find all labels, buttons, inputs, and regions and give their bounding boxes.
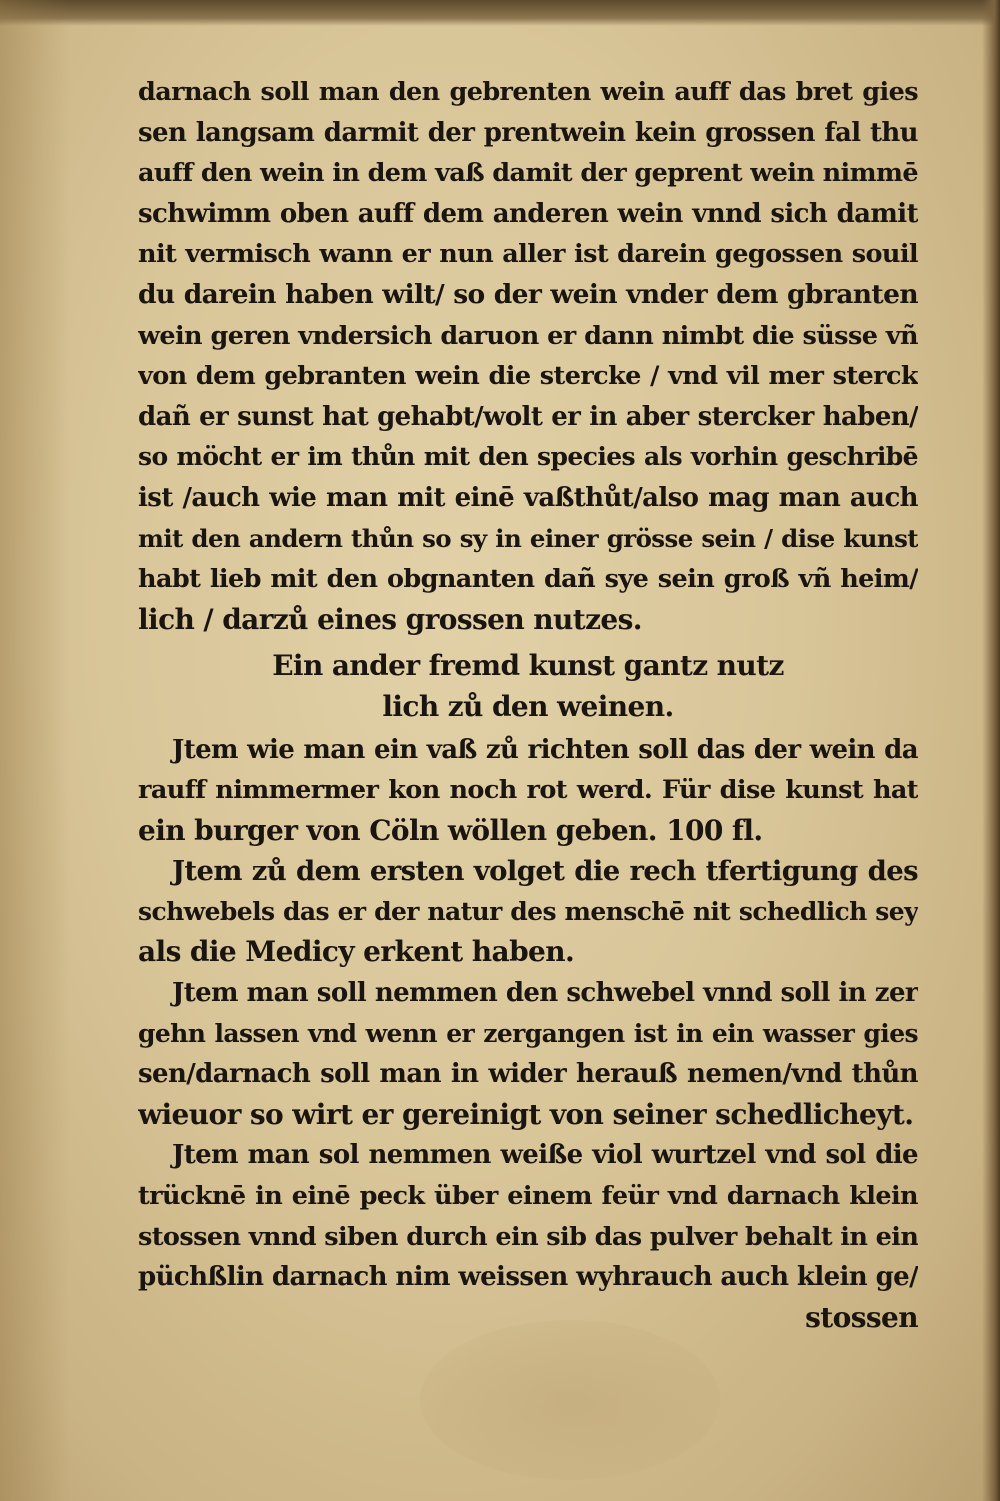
text-line: ein burger von Cöln wöllen geben. 100 fl. [138,813,763,847]
text-line: sen/darnach soll man in wider herauß nemen/vnd thůn [138,1059,918,1090]
paragraph-2 [138,730,918,852]
text-line: wieuor so wirt er gereinigt von seiner schedlicheyt. [138,1097,914,1131]
text-line: Jtem man soll nemmen den schwebel vnnd soll in zer [172,978,918,1009]
text-line: schwebels das er der natur des menschē nit schedlich sey [138,896,918,926]
text-line: so möcht er im thůn mit den species als vorhin geschribē [138,442,918,472]
heading-line: Ein ander fremd kunst gantz nutz [272,649,784,683]
page-stain [420,1320,720,1480]
paragraph-1 [138,72,918,640]
text-line: auff den wein in dem vaß damit der geprent wein nimmē [138,158,918,189]
page-binding-edge [982,0,1000,1501]
text-line: darnach soll man den gebrenten wein auff das bret gies [138,77,918,107]
text-line: lich / darzů eines grossen nutzes. [138,602,642,636]
text-line: püchßlin darnach nim weissen wyhrauch auch klein ge/ [138,1262,918,1293]
text-line: schwimm oben auff dem anderen wein vnnd sich damit [138,198,918,229]
paragraph-3 [138,851,918,973]
text-line: Jtem zů dem ersten volget die rech tfertigung des [172,855,918,888]
heading-line: lich zů den weinen. [382,689,674,723]
text-line: Jtem man sol nemmen weiße viol wurtzel vnd sol die [172,1140,918,1171]
text-line: Jtem wie man ein vaß zů richten soll das der wein da [172,734,918,765]
paragraph-4 [138,973,918,1135]
text-line: nit vermisch wann er nun aller ist darein gegossen souil [138,239,918,270]
text-line: du darein haben wilt/ so der wein vnder dem gbranten [138,278,918,310]
catchword: stossen [805,1300,918,1334]
section-heading [138,646,918,727]
page-text [138,72,918,1338]
text-line: als die Medicy erkent haben. [138,935,575,969]
page-top-edge [0,0,1000,26]
text-line: dañ er sunst hat gehabt/wolt er in aber stercker haben/ [138,401,918,432]
text-line: mit den andern thůn so sy in einer grösse sein / dise kunst [138,523,918,553]
text-line: habt lieb mit den obgnanten dañ sye sein groß vñ heim/ [138,564,918,595]
text-line: trücknē in einē peck über einem feür vnd darnach klein [138,1181,918,1212]
paragraph-5 [138,1135,918,1297]
text-line: sen langsam darmit der prentwein kein grossen fal thu [138,117,918,148]
page-left-shadow [0,0,70,1501]
text-line: stossen vnnd siben durch ein sib das pulver behalt in ein [138,1221,918,1252]
text-line: rauff nimmermer kon noch rot werd. Für dise kunst hat [138,775,918,806]
text-line: ist /auch wie man mit einē vaßthůt/also mag man auch [138,482,918,513]
text-line: von dem gebranten wein die stercke / vnd vil mer sterck [138,361,918,392]
text-line: wein geren vndersich daruon er dann nimbt die süsse vñ [138,320,918,351]
text-line: gehn lassen vnd wenn er zergangen ist in ein wasser gies [138,1018,918,1048]
